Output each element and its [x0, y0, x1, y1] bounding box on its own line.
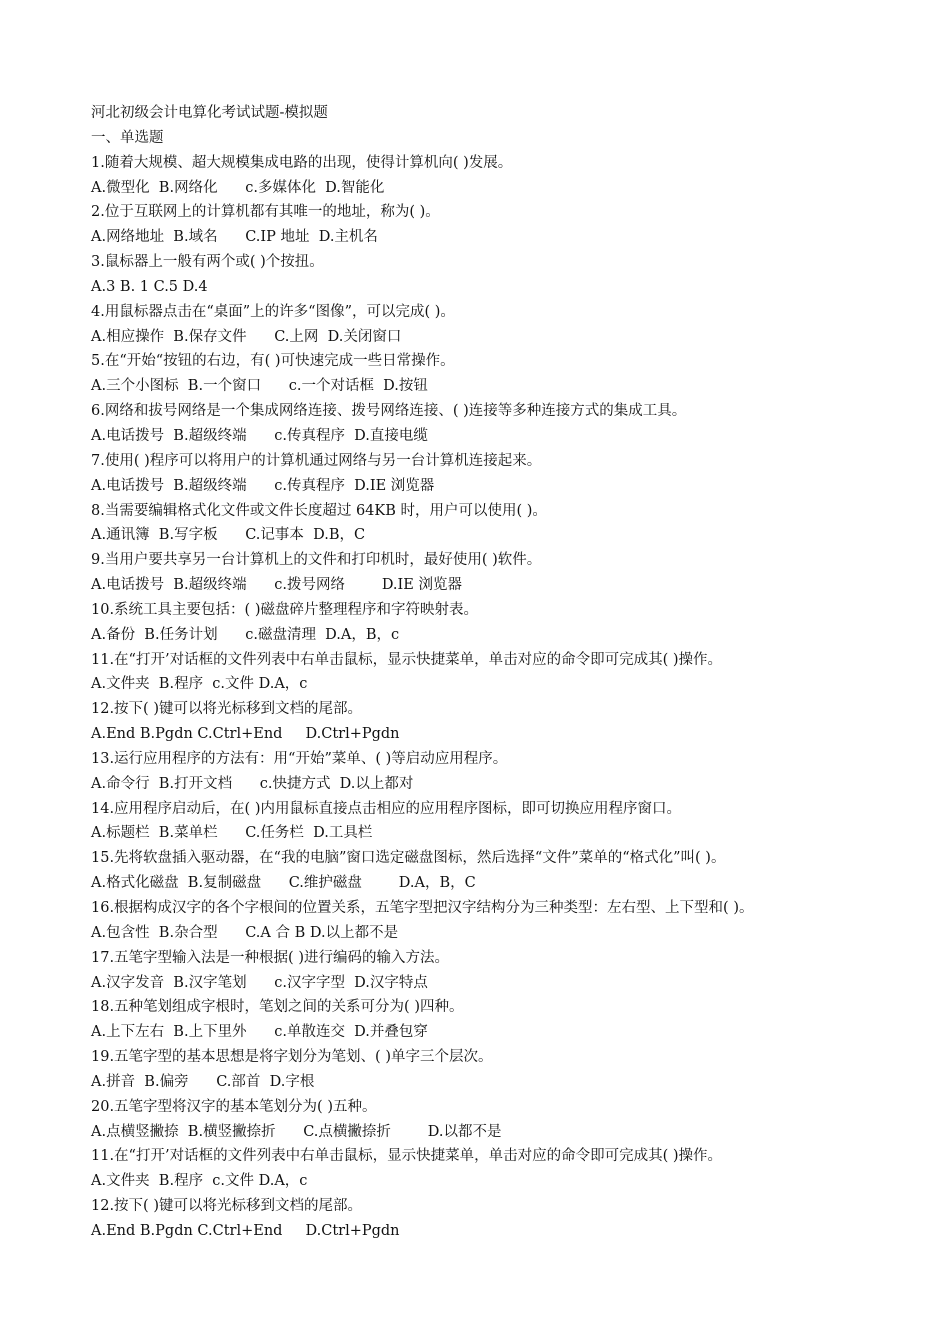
answer-options-line: A.End B.Pgdn C.Ctrl+End D.Ctrl+Pgdn — [91, 1222, 400, 1239]
question-line: 5.在“开始“按钮的右边，有( )可快速完成一些日常操作。 — [91, 353, 455, 370]
question-line: 12.按下( )键可以将光标移到文档的尾部。 — [91, 701, 362, 718]
question-line: 13.运行应用程序的方法有：用“开始”菜单、( )等启动应用程序。 — [91, 750, 508, 767]
answer-options-line: A.文件夹 B.程序 c.文件 D.A，c — [91, 676, 308, 693]
answer-options-line: A.文件夹 B.程序 c.文件 D.A，c — [91, 1173, 308, 1190]
answer-options-line: A.通讯簿 B.写字板 C.记事本 D.B，C — [91, 527, 366, 544]
question-line: 15.先将软盘插入驱动器，在“我的电脑”窗口选定磁盘图标，然后选择“文件”菜单的“格式化”叫( )。 — [91, 850, 726, 867]
question-line: 10.系统工具主要包括：( )磁盘碎片整理程序和字符映射表。 — [91, 601, 478, 618]
answer-options-line: A.End B.Pgdn C.Ctrl+End D.Ctrl+Pgdn — [91, 726, 400, 743]
question-line: 20.五笔字型将汉字的基本笔划分为( )五种。 — [91, 1098, 377, 1115]
question-line: 2.位于互联网上的计算机都有其唯一的地址，称为( )。 — [91, 204, 440, 221]
question-line: 11.在“打开’对话框的文件列表中右单击鼠标，显示快捷菜单，单击对应的命令即可完成其( )操作。 — [91, 1148, 723, 1165]
answer-options-line: A.三个小图标 B.一个窗口 c.一个对话框 D.按钮 — [91, 378, 428, 395]
question-line: 11.在“打开’对话框的文件列表中右单击鼠标，显示快捷菜单，单击对应的命令即可完成其( )操作。 — [91, 651, 723, 668]
answer-options-line: A.备份 B.任务计划 c.磁盘清理 D.A，B，c — [91, 626, 400, 643]
answer-options-line: A.电话拨号 B.超级终端 c.传真程序 D.直接电缆 — [91, 427, 428, 444]
question-line: 16.根据构成汉字的各个字根间的位置关系，五笔字型把汉字结构分为三种类型：左右型、上下型和( )。 — [91, 900, 754, 916]
answer-options-line: A.标题栏 B.菜单栏 C.任务栏 D.工具栏 — [91, 825, 373, 842]
question-list — [91, 151, 911, 1244]
document-title: 河北初级会计电算化考试试题-模拟题 — [91, 105, 328, 121]
answer-options-line: A.微型化 B.网络化 c.多媒体化 D.智能化 — [91, 179, 385, 196]
question-line: 14.应用程序启动后，在( )内用鼠标直接点击相应的应用程序图标，即可切换应用程序窗口。 — [91, 800, 681, 817]
answer-options-line: A.格式化磁盘 B.复制磁盘 C.维护磁盘 D.A，B，C — [91, 875, 476, 892]
answer-options-line: A.相应操作 B.保存文件 C.上网 D.关闭窗口 — [91, 328, 402, 345]
answer-options-line: A.汉字发音 B.汉字笔划 c.汉字字型 D.汉字特点 — [91, 974, 428, 991]
answer-options-line: A.上下左右 B.上下里外 c.单散连交 D.并叠包穿 — [91, 1024, 428, 1041]
section-heading: 一、单选题 — [91, 129, 164, 146]
question-line: 1.随着大规模、超大规模集成电路的出现，使得计算机向( )发展。 — [91, 154, 513, 171]
answer-options-line: A.拼音 B.偏旁 C.部首 D.字根 — [91, 1073, 315, 1090]
answer-options-line: A.3 B. 1 C.5 D.4 — [91, 278, 208, 295]
question-line: 19.五笔字型的基本思想是将字划分为笔划、( )单字三个层次。 — [91, 1049, 493, 1066]
question-line: 9.当用户要共享另一台计算机上的文件和打印机时，最好使用( )软件。 — [91, 552, 542, 569]
document-page — [91, 101, 911, 1244]
answer-options-line: A.电话拨号 B.超级终端 c.拨号网络 D.IE 浏览器 — [91, 577, 462, 594]
question-line: 8.当需要编辑格式化文件或文件长度超过 64KB 时，用户可以使用( )。 — [91, 502, 547, 519]
question-line: 4.用鼠标器点击在“桌面”上的许多“图像”，可以完成( )。 — [91, 303, 455, 320]
answer-options-line: A.网络地址 B.域名 C.IP 地址 D.主机名 — [91, 229, 378, 246]
question-line: 6.网络和拔号网络是一个集成网络连接、拨号网络连接、( )连接等多种连接方式的集成工具。 — [91, 403, 687, 420]
question-line: 3.鼠标器上一般有两个或( )个按扭。 — [91, 254, 324, 271]
question-line: 7.使用( )程序可以将用户的计算机通过网络与另一台计算机连接起来。 — [91, 452, 542, 469]
answer-options-line: A.命令行 B.打开文档 c.快捷方式 D.以上都对 — [91, 775, 414, 792]
answer-options-line: A.包含性 B.杂合型 C.A 合 B D.以上都不是 — [91, 924, 399, 941]
question-line: 17.五笔字型输入法是一种根据( )进行编码的输入方法。 — [91, 949, 449, 966]
answer-options-line: A.电话拨号 B.超级终端 c.传真程序 D.IE 浏览器 — [91, 477, 435, 494]
answer-options-line: A.点横竖撇捺 B.横竖撇捺折 C.点横撇捺折 D.以都不是 — [91, 1123, 502, 1140]
question-line: 18.五种笔划组成字根时，笔划之间的关系可分为( )四种。 — [91, 999, 464, 1016]
question-line: 12.按下( )键可以将光标移到文档的尾部。 — [91, 1198, 362, 1215]
